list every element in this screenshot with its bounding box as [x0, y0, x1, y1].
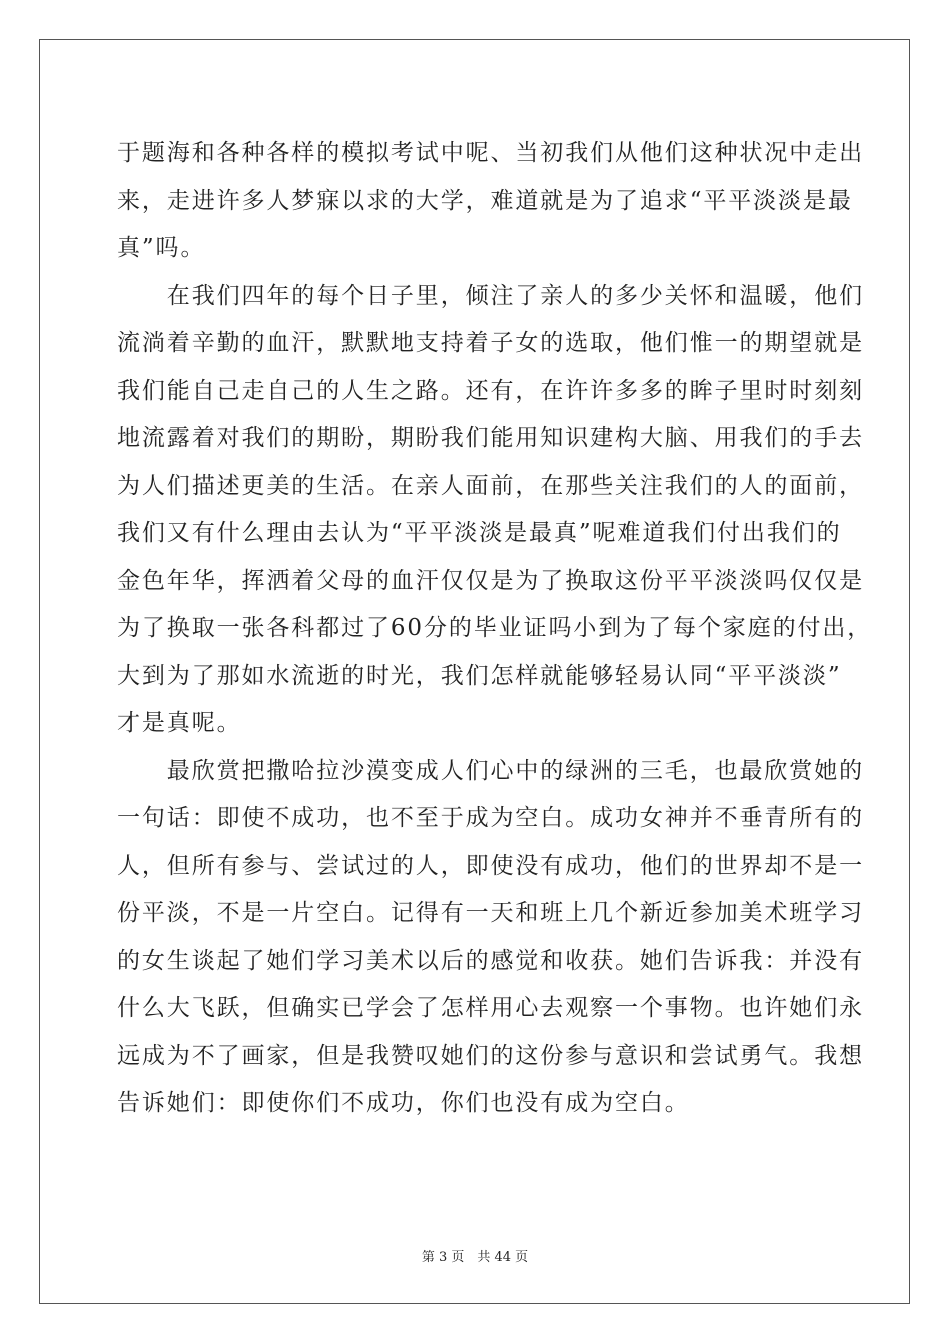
text-line: 来，走进许多人梦寐以求的大学，难道就是为了追求“平平淡淡是最: [117, 187, 853, 214]
text-line: 我们又有什么理由去认为“平平淡淡是最真”呢难道我们付出我们的: [117, 520, 842, 546]
text-line: 为人们描述更美的生活。在亲人面前，在那些关注我们的人的面前，: [117, 472, 864, 499]
body-text: [117, 130, 873, 1128]
text-line: 最欣赏把撒哈拉沙漠变成人们心中的绿洲的三毛，也最欣赏她的: [117, 757, 864, 784]
text-line: 才是真呢。: [117, 710, 242, 736]
text-line: 地流露着对我们的期盼，期盼我们能用知识建构大脑、用我们的手去: [117, 425, 864, 451]
text-line: 流淌着辛勤的血汗，默默地支持着子女的选取，他们惟一的期望就是: [117, 330, 864, 356]
text-line: 份平淡，不是一片空白。记得有一天和班上几个新近参加美术班学习: [117, 900, 864, 926]
text-line: 什么大飞跃，但确实已学会了怎样用心去观察一个事物。也许她们永: [117, 995, 864, 1021]
text-line: 于题海和各种各样的模拟考试中呢、当初我们从他们这种状况中走出: [117, 140, 864, 166]
text-line: 真”吗。: [117, 235, 206, 261]
text-line: 告诉她们：即使你们不成功，你们也没有成为空白。: [117, 1090, 690, 1116]
text-line: 我们能自己走自己的人生之路。还有，在许许多多的眸子里时时刻刻: [117, 377, 864, 404]
text-line: 金色年华，挥洒着父母的血汗仅仅是为了换取这份平平淡淡吗仅仅是: [117, 567, 864, 594]
text-line: 大到为了那如水流逝的时光，我们怎样就能够轻易认同“平平淡淡”: [117, 662, 842, 689]
text-line: 的女生谈起了她们学习美术以后的感觉和收获。她们告诉我：并没有: [117, 947, 864, 974]
text-line: 远成为不了画家，但是我赞叹她们的这份参与意识和尝试勇气。我想: [117, 1042, 864, 1069]
page-footer: 第 3 页 共 44 页: [421, 1250, 529, 1265]
text-line: 为了换取一张各科都过了60分的毕业证吗小到为了每个家庭的付出，: [117, 615, 873, 641]
text-line: 一句话：即使不成功，也不至于成为空白。成功女神并不垂青所有的: [117, 805, 864, 831]
text-line: 人，但所有参与、尝试过的人，即使没有成功，他们的世界却不是一: [117, 852, 864, 879]
text-line: 在我们四年的每个日子里，倾注了亲人的多少关怀和温暖，他们: [117, 282, 864, 309]
